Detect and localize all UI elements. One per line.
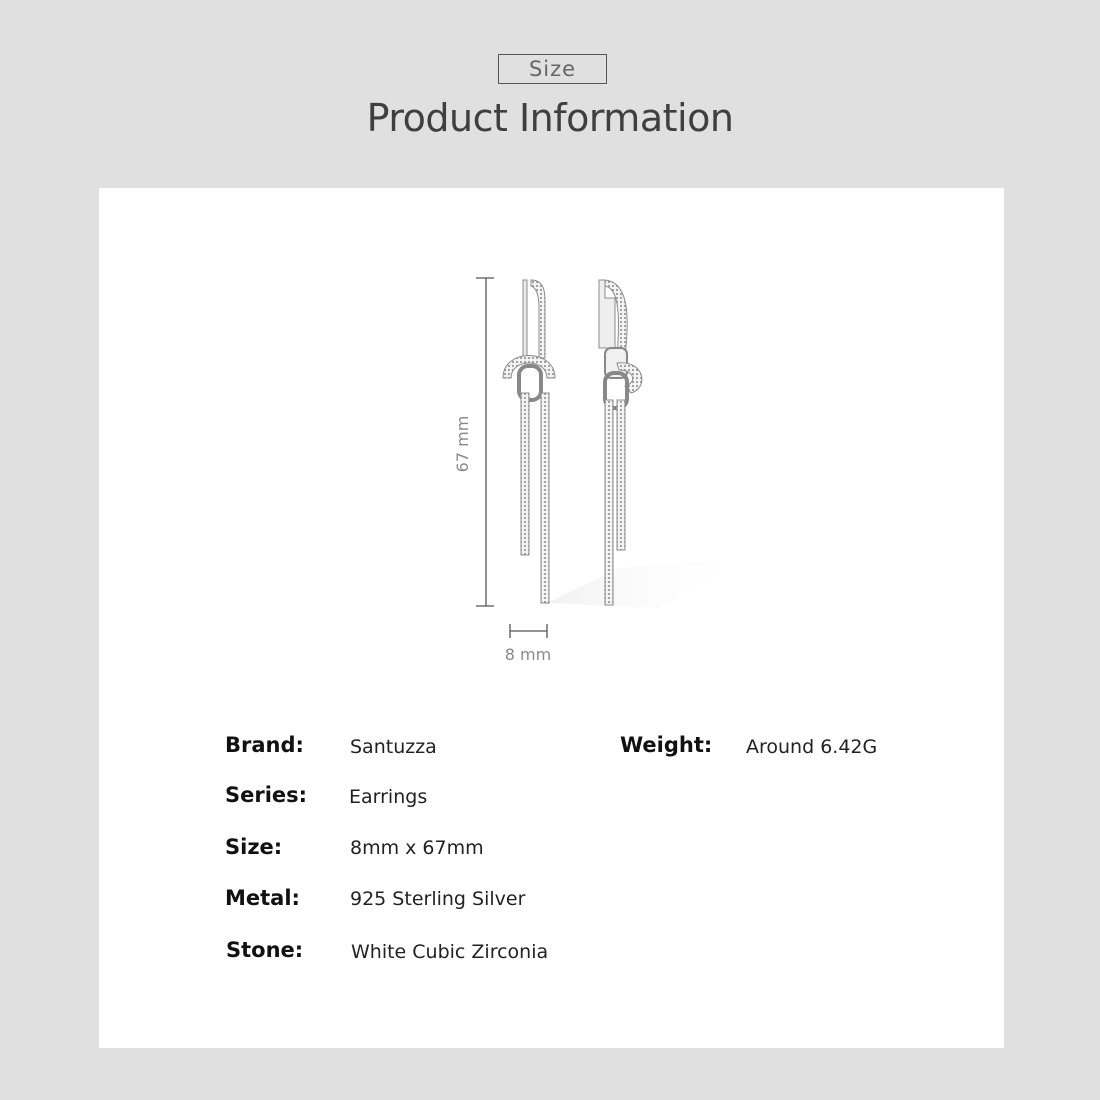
weight-value: Around 6.42G	[746, 736, 878, 758]
size-label: Size:	[225, 835, 283, 859]
size-value: 8mm x 67mm	[350, 837, 484, 859]
width-dimension-label: 8 mm	[504, 645, 552, 664]
weight-label: Weight:	[620, 733, 713, 757]
brand-label: Brand:	[225, 733, 304, 757]
earrings-illustration	[99, 188, 1004, 688]
right-earring	[599, 280, 642, 605]
width-dimension-line	[510, 624, 547, 638]
size-tag: Size	[498, 54, 607, 84]
height-dimension-label: 67 mm	[453, 415, 472, 473]
stone-label: Stone:	[226, 938, 304, 962]
stone-value: White Cubic Zirconia	[351, 941, 549, 963]
left-earring	[503, 280, 555, 603]
series-value: Earrings	[349, 786, 428, 808]
series-label: Series:	[225, 783, 308, 807]
page-title: Product Information	[366, 96, 734, 140]
metal-label: Metal:	[225, 886, 300, 910]
brand-value: Santuzza	[350, 736, 437, 758]
earring-shadow	[547, 558, 749, 608]
height-dimension-line	[476, 278, 494, 606]
metal-value: 925 Sterling Silver	[350, 888, 526, 910]
product-card	[99, 188, 1004, 1048]
